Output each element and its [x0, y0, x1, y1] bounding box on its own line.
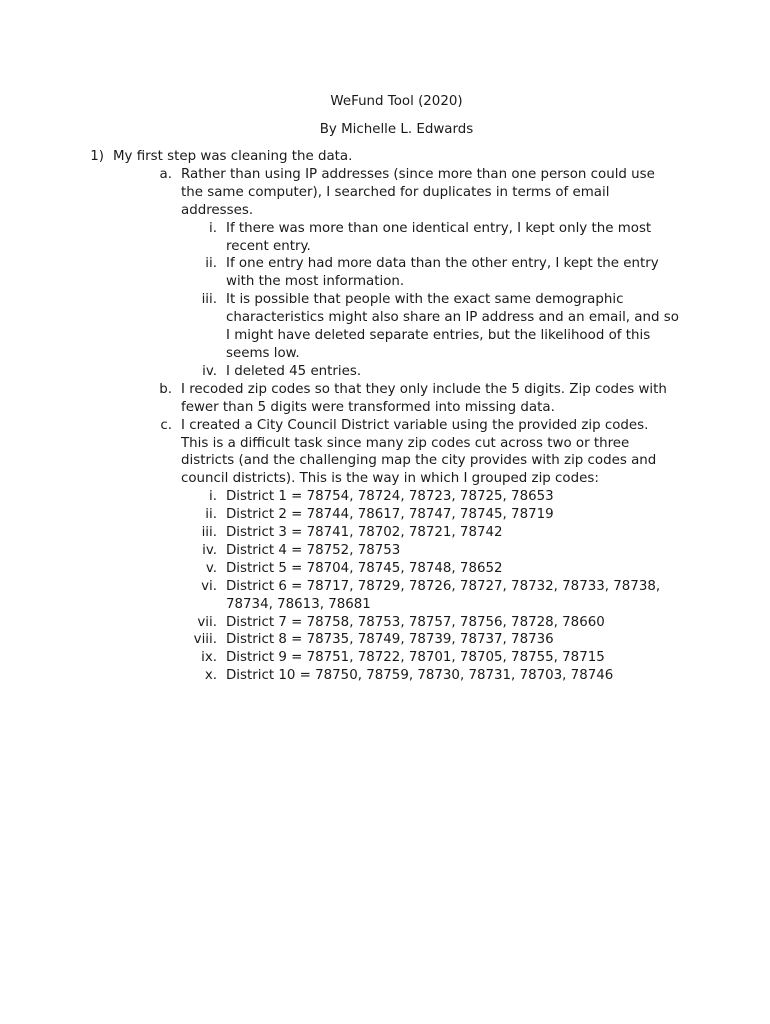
list-marker: viii. — [193, 632, 217, 648]
list-item-text: If one entry had more data than the other entry, I kept the entry with the most information. — [226, 256, 659, 290]
district-text: District 10 = 78750, 78759, 78730, 78731, 78703, 78746 — [226, 668, 614, 684]
list-item-a-iii — [0, 291, 770, 363]
list-marker: v. — [205, 560, 217, 576]
district-item — [0, 649, 770, 667]
list-marker: i. — [209, 220, 217, 236]
list-marker: iv. — [202, 542, 217, 558]
list-marker: c. — [160, 417, 172, 433]
list-marker: ii. — [205, 507, 217, 523]
list-item-c — [0, 417, 770, 489]
district-text: District 8 = 78735, 78749, 78739, 78737, 78736 — [226, 632, 554, 648]
district-item — [0, 542, 770, 560]
list-item-text: If there was more than one identical entry, I kept only the most recent entry. — [226, 220, 652, 254]
district-text: District 4 = 78752, 78753 — [226, 542, 401, 558]
list-item-a-ii — [0, 255, 770, 291]
district-text: District 1 = 78754, 78724, 78723, 78725, 78653 — [226, 489, 554, 505]
district-item — [0, 560, 770, 578]
list-item-text: I deleted 45 entries. — [226, 363, 362, 379]
district-item — [0, 488, 770, 506]
document-title: WeFund Tool (2020) — [330, 94, 463, 109]
district-item — [0, 506, 770, 524]
list-marker: iii. — [201, 292, 217, 308]
list-item-text: I recoded zip codes so that they only include the 5 digits. Zip codes with fewer than 5 digits were transformed into missing data. — [181, 381, 667, 415]
list-item-b — [0, 381, 770, 417]
list-marker: ix. — [201, 650, 217, 666]
list-marker: ii. — [205, 256, 217, 272]
outline-list — [0, 148, 770, 685]
district-text: District 7 = 78758, 78753, 78757, 78756, 78728, 78660 — [226, 614, 605, 630]
list-item-step-1 — [0, 148, 770, 166]
district-item — [0, 578, 770, 614]
list-marker: vi. — [201, 578, 217, 594]
list-marker: 1) — [90, 149, 104, 164]
list-item-text: It is possible that people with the exact same demographic characteristics might also share an IP address and an email, and so I might have deleted separate entries, but the likelihood of this seems low. — [226, 292, 679, 361]
district-item — [0, 614, 770, 632]
list-item-a-i — [0, 220, 770, 256]
district-text: District 3 = 78741, 78702, 78721, 78742 — [226, 525, 503, 541]
document-author: By Michelle L. Edwards — [319, 122, 474, 137]
list-marker: iii. — [201, 525, 217, 541]
list-marker: x. — [204, 668, 217, 684]
list-item-a-iv — [0, 363, 770, 381]
list-marker: iv. — [202, 363, 217, 379]
district-item — [0, 524, 770, 542]
list-marker: a. — [159, 166, 172, 182]
district-text: District 5 = 78704, 78745, 78748, 78652 — [226, 560, 503, 576]
district-text: District 9 = 78751, 78722, 78701, 78705, 78755, 78715 — [226, 650, 605, 666]
list-item-text: I created a City Council District variable using the provided zip codes. This is a difficult task since many zip codes cut across two or three districts (and the challenging map the city provides with zip codes and council districts). This is the way in which I grouped zip codes: — [181, 417, 657, 487]
district-item — [0, 667, 770, 685]
district-text: District 2 = 78744, 78617, 78747, 78745, 78719 — [226, 507, 554, 523]
list-marker: i. — [209, 489, 217, 505]
district-item — [0, 631, 770, 649]
list-item-text: My first step was cleaning the data. — [113, 149, 353, 164]
district-text: District 6 = 78717, 78729, 78726, 78727, 78732, 78733, 78738, 78734, 78613, 78681 — [226, 578, 661, 612]
list-marker: b. — [159, 381, 172, 397]
list-item-text: Rather than using IP addresses (since more than one person could use the same computer), I searched for duplicates in terms of email addresses. — [181, 166, 655, 218]
list-item-a — [0, 166, 770, 220]
list-marker: vii. — [197, 614, 217, 630]
